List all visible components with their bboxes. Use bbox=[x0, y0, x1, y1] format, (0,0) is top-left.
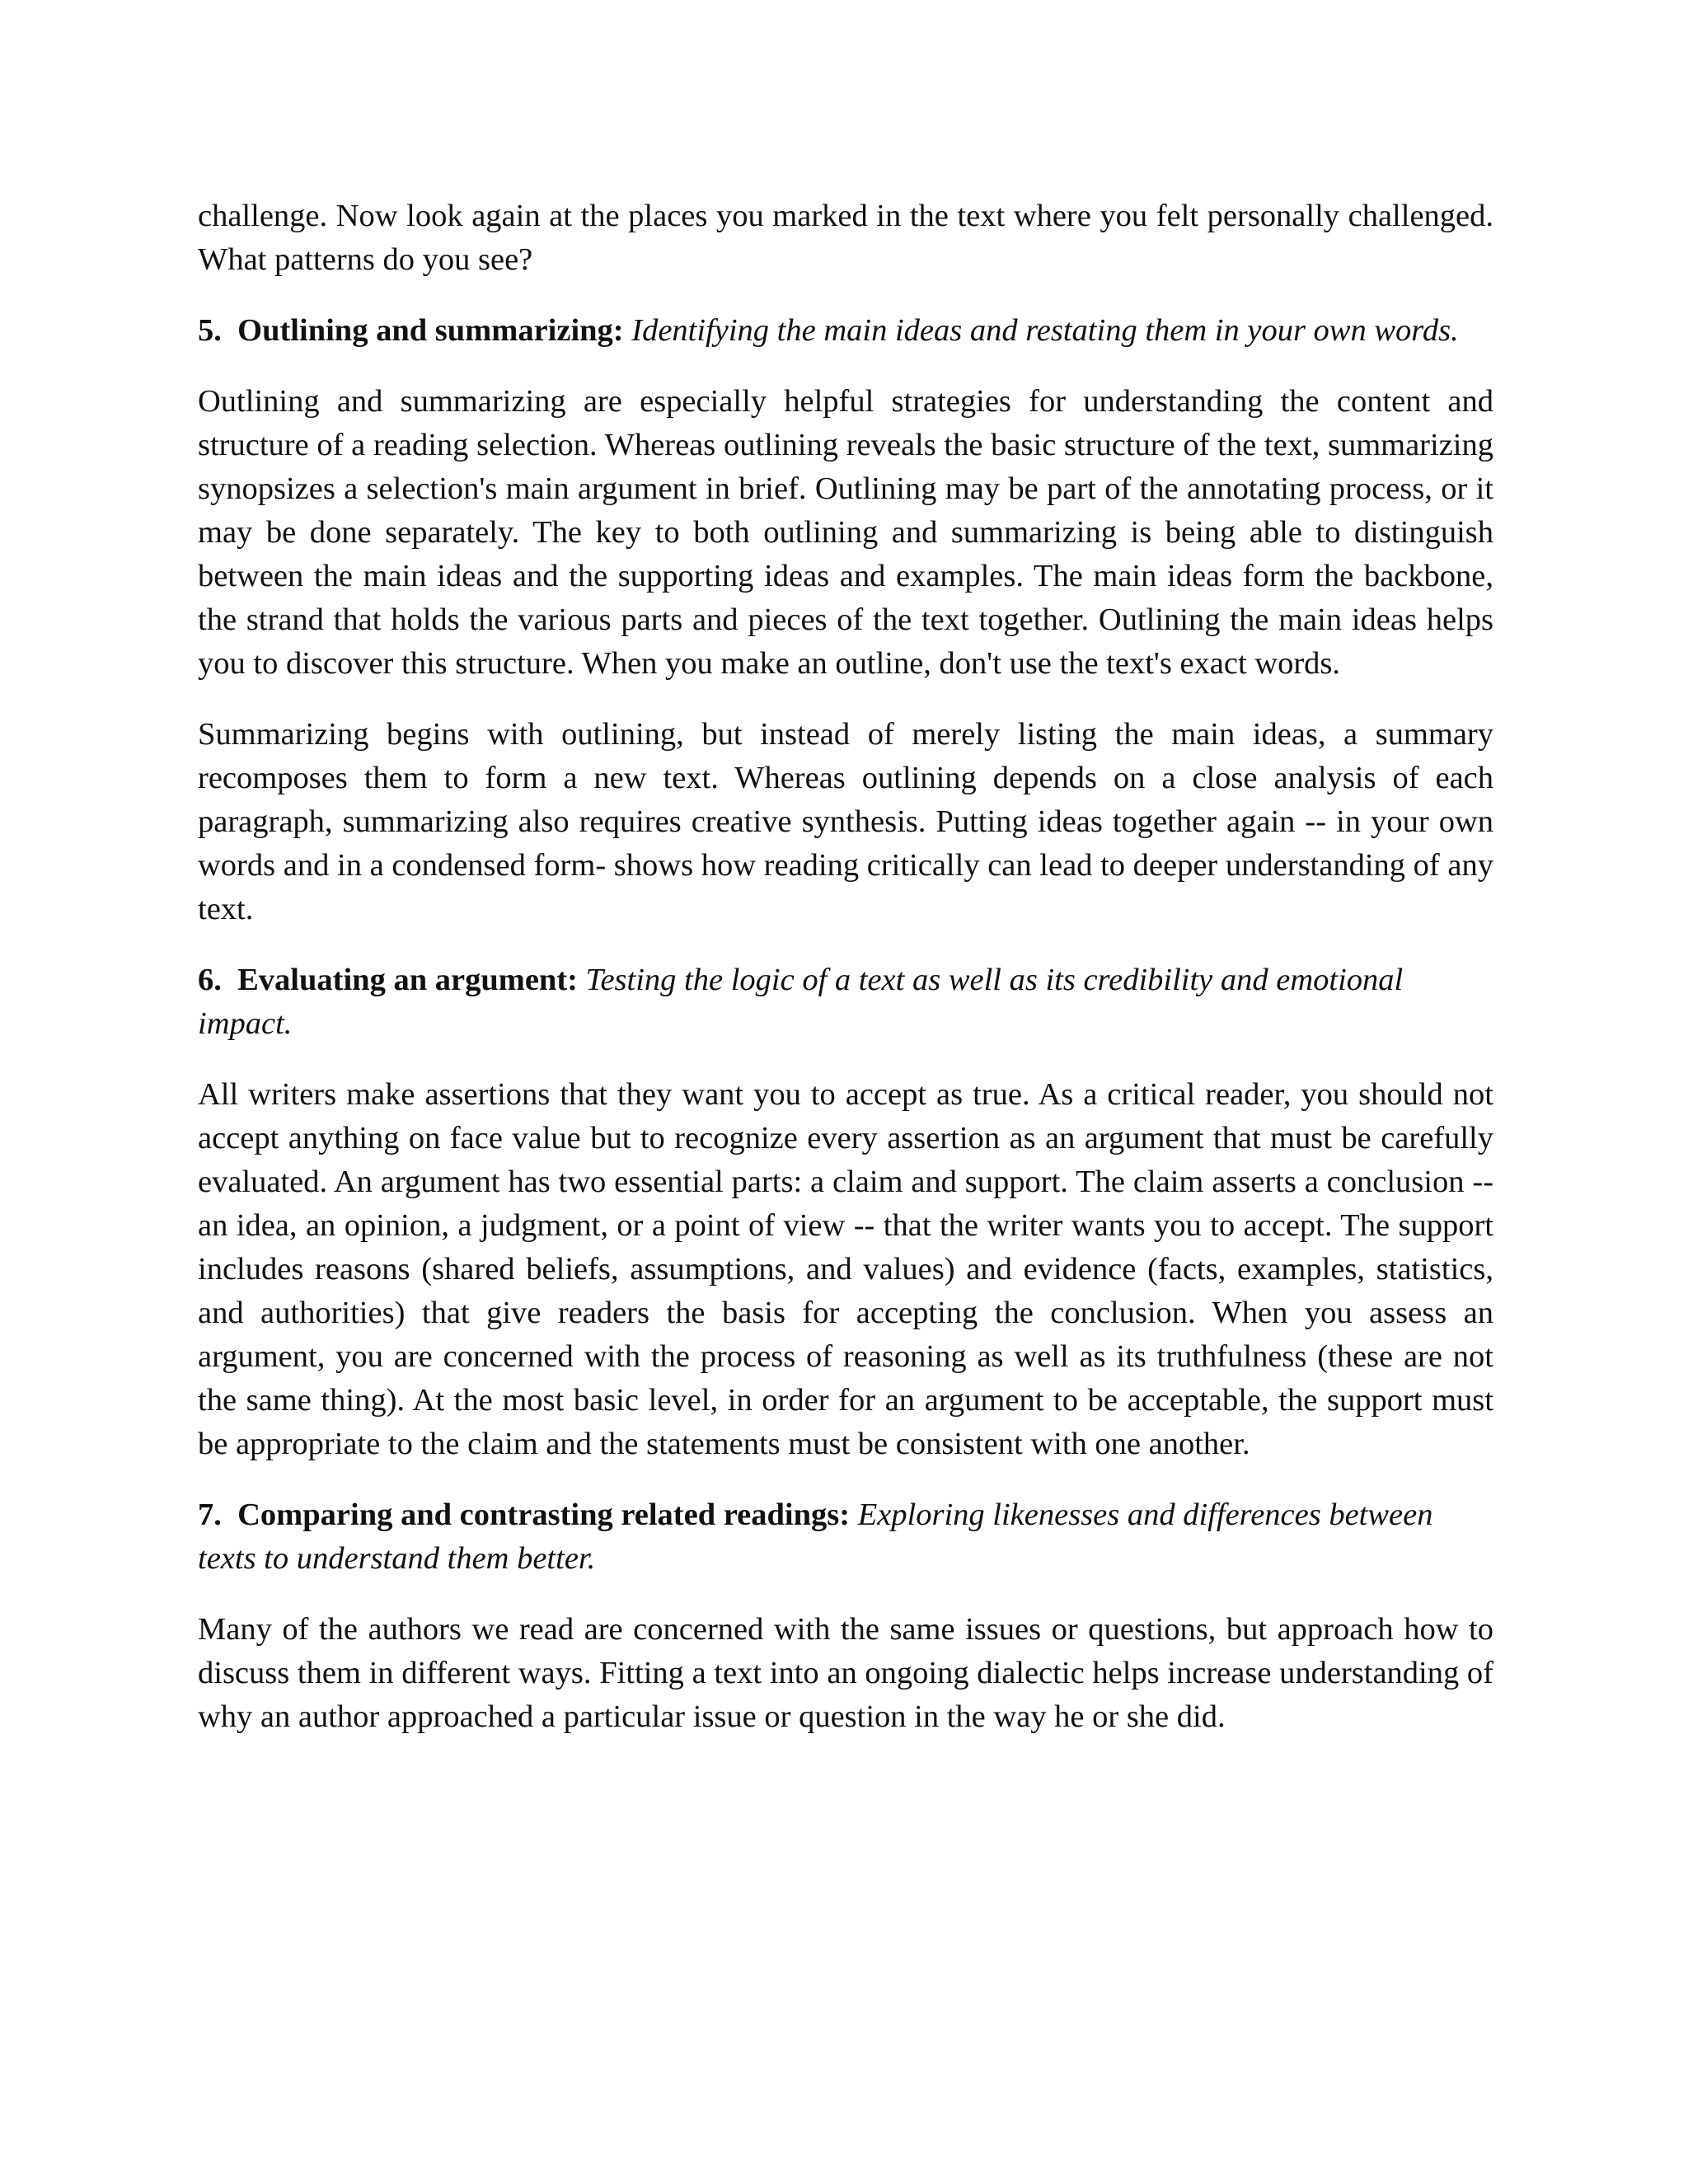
section-7-paragraph-1: Many of the authors we read are concerned with the same issues or questions, but approach how to discuss them in different ways. Fitting a text into an ongoing dialectic helps increase understanding of why an author approached a particular issue or question in the way he or she did. bbox=[198, 1612, 1493, 1734]
section-5-number: 5. bbox=[198, 313, 222, 348]
continuation-paragraph: challenge. Now look again at the places you marked in the text where you felt personally challenged. What patterns do you see? bbox=[198, 199, 1493, 277]
section-7-number: 7. bbox=[198, 1497, 222, 1532]
section-5-title: Outlining and summarizing: bbox=[237, 313, 624, 348]
section-5-paragraph-2: Summarizing begins with outlining, but instead of merely listing the main ideas, a summary recomposes them to form a new text. Whereas outlining depends on a close analysis of each paragraph, summarizing also requires creative synthesis. Putting ideas together again -- in your own words and in a condensed form- shows how reading critically can lead to deeper understanding of any text. bbox=[198, 717, 1493, 926]
document-page bbox=[198, 194, 1493, 1766]
section-5-paragraph-1: Outlining and summarizing are especially helpful strategies for understanding the content and structure of a reading selection. Whereas outlining reveals the basic structure of the text, summarizing synopsizes a selection's main argument in brief. Outlining may be part of the annotating process, or it may be done separately. The key to both outlining and summarizing is being able to distinguish between the main ideas and the supporting ideas and examples. The main ideas form the backbone, the strand that holds the various parts and pieces of the text together. Outlining the main ideas helps you to discover this structure. When you make an outline, don't use the text's exact words. bbox=[198, 384, 1493, 681]
section-6-title: Evaluating an argument: bbox=[237, 963, 578, 997]
section-5-description: Identifying the main ideas and restating them in your own words. bbox=[631, 313, 1459, 348]
section-6-number: 6. bbox=[198, 963, 222, 997]
section-7-description: Exploring likenesses and differences between texts to understand them better. bbox=[198, 1497, 1433, 1576]
section-7-heading bbox=[198, 1493, 1493, 1581]
section-5-heading bbox=[198, 309, 1493, 353]
section-6-heading bbox=[198, 958, 1493, 1046]
section-6-description: Testing the logic of a text as well as its credibility and emotional impact. bbox=[198, 963, 1404, 1041]
section-6-paragraph-1: All writers make assertions that they want you to accept as true. As a critical reader, you should not accept anything on face value but to recognize every assertion as an argument that must be carefully evaluated. An argument has two essential parts: a claim and support. The claim asserts a conclusion -- an idea, an opinion, a judgment, or a point of view -- that the writer wants you to accept. The support includes reasons (shared beliefs, assumptions, and values) and evidence (facts, examples, statistics, and authorities) that give readers the basis for accepting the conclusion. When you assess an argument, you are concerned with the process of reasoning as well as its truthfulness (these are not the same thing). At the most basic level, in order for an argument to be acceptable, the support must be appropriate to the claim and the statements must be consistent with one another. bbox=[198, 1077, 1493, 1461]
section-7-title: Comparing and contrasting related readings: bbox=[237, 1497, 851, 1532]
